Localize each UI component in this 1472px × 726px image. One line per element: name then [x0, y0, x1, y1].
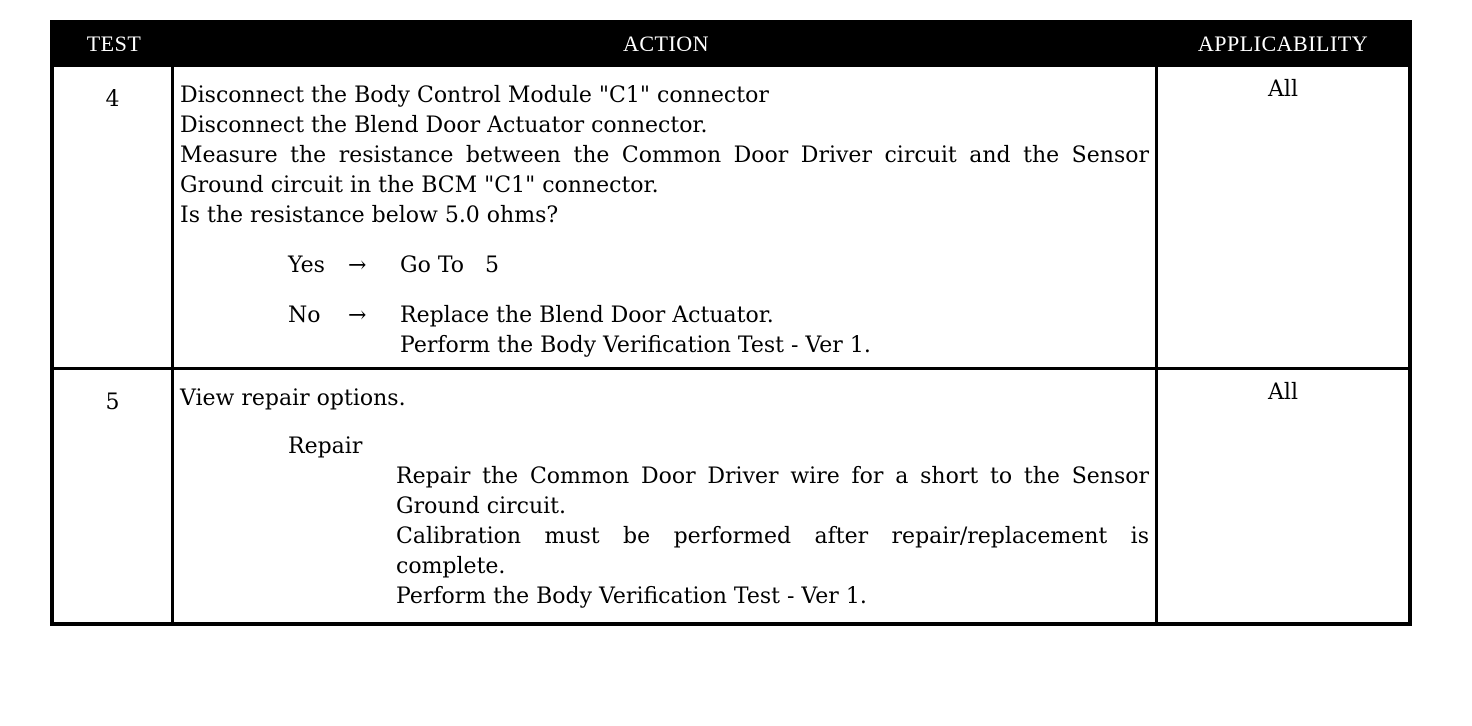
- no-line: Perform the Body Verification Test - Ver 1.: [400, 333, 871, 358]
- arrow-icon: →: [348, 303, 367, 328]
- action-line: Disconnect the Body Control Module "C1" connector: [180, 83, 769, 108]
- applicability-value: All: [1268, 380, 1298, 405]
- repair-body: [396, 462, 1149, 612]
- action-line: Measure the resistance between the Common Door Driver circuit and the Sensor Ground circuit in the BCM "C1" connector.: [180, 143, 1149, 198]
- repair-line: Calibration must be performed after repair/replacement is complete.: [396, 524, 1149, 579]
- action-line: View repair options.: [180, 386, 406, 411]
- action-line: Disconnect the Blend Door Actuator connector.: [180, 113, 708, 138]
- repair-line: Perform the Body Verification Test - Ver 1.: [396, 584, 867, 609]
- no-label: No: [288, 303, 321, 328]
- header-applicability: APPLICABILITY: [1197, 31, 1369, 56]
- repair-line: Repair the Common Door Driver wire for a short to the Sensor Ground circuit.: [396, 464, 1149, 519]
- action-cell: [174, 370, 1158, 622]
- no-line: Replace the Blend Door Actuator.: [400, 303, 774, 328]
- yes-text: Go To 5: [400, 253, 499, 278]
- table-row: [54, 367, 1408, 622]
- header-test: TEST: [86, 31, 142, 56]
- header-action: ACTION: [622, 31, 710, 56]
- test-number: 5: [54, 370, 174, 622]
- table-row: [54, 64, 1408, 367]
- arrow-icon: →: [348, 253, 367, 278]
- diagnostic-table: [50, 20, 1412, 626]
- yes-label: Yes: [288, 253, 325, 278]
- yes-response: [288, 251, 1149, 281]
- no-response: [288, 301, 1149, 361]
- applicability-value: All: [1268, 77, 1298, 102]
- table-header: [54, 24, 1408, 64]
- action-cell: [174, 67, 1158, 367]
- repair-label: Repair: [288, 434, 363, 459]
- action-line: Is the resistance below 5.0 ohms?: [180, 203, 559, 228]
- test-number: 4: [54, 67, 174, 367]
